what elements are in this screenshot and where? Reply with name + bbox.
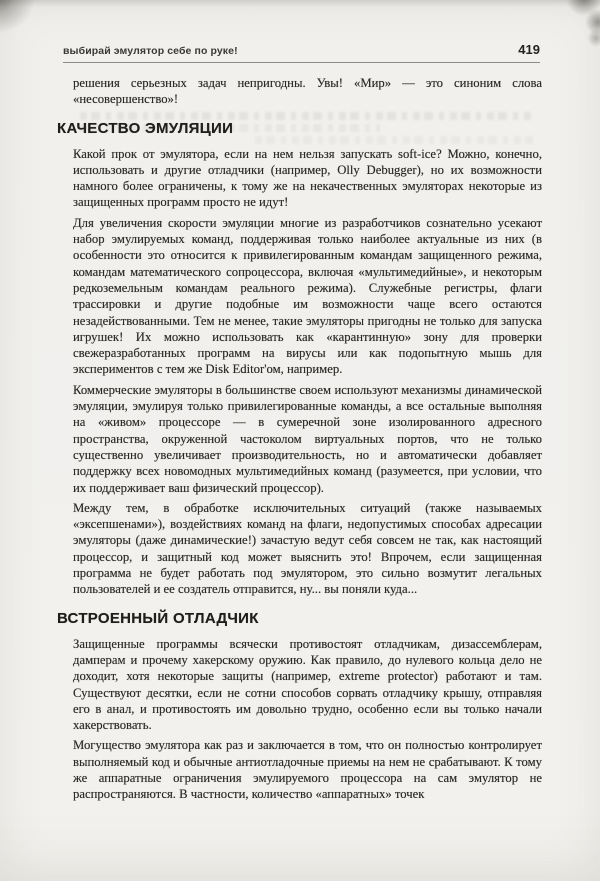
body-paragraph: Какой прок от эмулятора, если на нем нельзя запускать soft-ice? Можно, конечно, использовать и другие отладчики (например, Olly Debugger), но их возможности намного более ограничены, к тому же на некачественных эмуляторах некоторые из защищенных программ просто не идут!: [73, 146, 542, 210]
page-header: [0, 0, 600, 57]
section-heading-emulation-quality: КАЧЕСТВО ЭМУЛЯЦИИ: [57, 119, 234, 137]
body-paragraph: Коммерческие эмуляторы в большинстве своем используют механизмы динамической эмуляции, эмулируя только привилегированные команды, а все остальные выполняя на «живом» процессоре — в сумеречной зоне изолированного адресного пространства, окруженной частоколом виртуальных портов, что не только существенно увеличивает производительность, но и автоматически добавляет поддержку всех новомодных мультимедийных команд (разумеется, при условии, что их поддерживает ваш физический процессор).: [73, 382, 542, 495]
body-paragraph: Могущество эмулятора как раз и заключается в том, что он полностью контролирует выполняемый код и обычные антиотладочные приемы на нем не срабатывают. К тому же аппаратные ограничения эмулируемого процессора на сам эмулятор не распространяются. В частности, количество «аппаратных» точек: [73, 738, 542, 802]
page-number: 419: [518, 42, 540, 57]
body-paragraph: Для увеличения скорости эмуляции многие из разработчиков сознательно усекают набор эмулируемых команд, поддерживая только наиболее актуальные из них (в особенности это относится к привилегированным командам защищенного режима, командам математического сопроцессора, включая «мультимедийные», и некоторым редкоземельным командам реального режима). Служебные регистры, флаги трассировки и другие подобные им возможности чаще всего остаются незадействованными. Тем не менее, такие эмуляторы пригодны не только для запуска игрушек! Их можно использовать как «карантинную» зону для проверки свежеразработанных программ на вирусы или как подопытную мышь для экспериментов с тем же Disk Editor'ом, например.: [73, 215, 542, 377]
running-title: выбирай эмулятор себе по руке!: [63, 45, 238, 57]
paragraph-continuation: решения серьезных задач непригодны. Увы! «Мир» — это синоним слова «несовершенство»!: [73, 76, 542, 107]
page-body: [0, 63, 600, 803]
body-paragraph: Защищенные программы всячески противостоят отладчикам, дизассемблерам, дамперам и прочему хакерскому оружию. Как правило, до нулевого кольца дело не доходит, хотя некоторые защиты (например, extreme protector) работают и там. Существуют десятки, если не сотни способов сорвать отладчику крышу, отправляя его в анал, и противостоять им довольно трудно, особенно если вы только начали хакерствовать.: [73, 636, 542, 733]
section-heading-builtin-debugger: ВСТРОЕННЫЙ ОТЛАДЧИК: [57, 609, 259, 627]
body-paragraph: Между тем, в обработке исключительных ситуаций (также называемых «эксепшенами»), воздействиях команд на флаги, недопустимых способах адресации эмуляторы (даже динамические!) зачастую ведут себя совсем не так, как настоящий процессор, и защитный код может выяснить это! Впрочем, если защищенная программа не будет работать под эмулятором, это сильно возмутит легальных пользователей и ее создатель отправится, ну... вы поняли куда...: [73, 500, 542, 597]
